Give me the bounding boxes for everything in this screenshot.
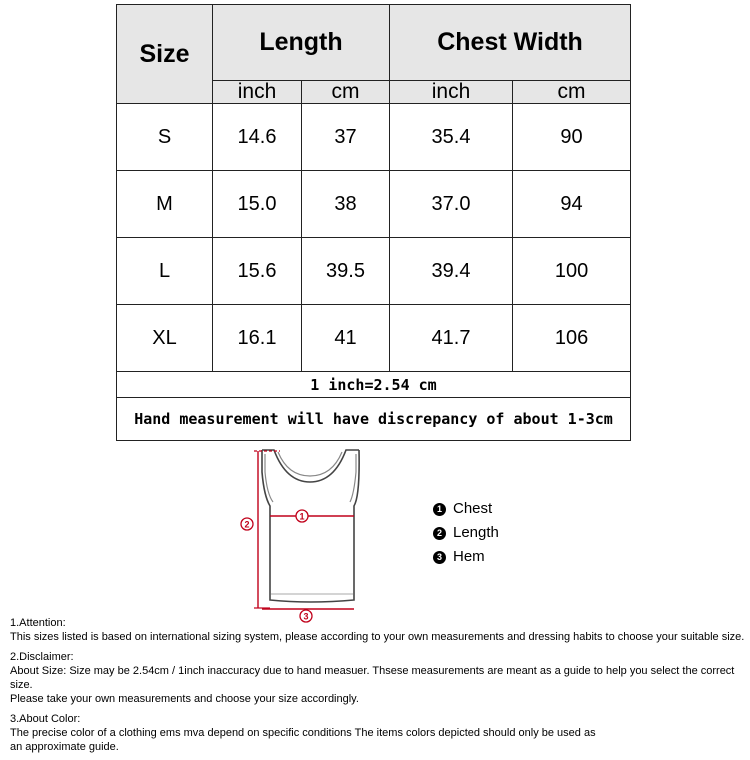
length-cm-cell: 41 bbox=[302, 305, 390, 372]
length-inch-cell: 16.1 bbox=[213, 305, 302, 372]
conversion-note: 1 inch=2.54 cm bbox=[117, 372, 631, 398]
chest-inch-cell: 39.4 bbox=[390, 238, 513, 305]
table-row bbox=[117, 305, 631, 372]
svg-text:1: 1 bbox=[299, 511, 305, 522]
unit-length-inch: inch bbox=[213, 81, 302, 104]
note-line: This sizes listed is based on international sizing system, please according to your own measurements and dressing habits to choose your suitable size. bbox=[10, 631, 745, 643]
size-cell: L bbox=[117, 238, 213, 305]
tank-top-outline bbox=[262, 450, 359, 602]
unit-length-cm: cm bbox=[302, 81, 390, 104]
legend-item-length bbox=[433, 521, 499, 545]
length-cm-cell: 37 bbox=[302, 104, 390, 171]
discrepancy-note: Hand measurement will have discrepancy of about 1-3cm bbox=[117, 398, 631, 441]
note-disclaimer bbox=[10, 650, 748, 706]
svg-text:3: 3 bbox=[303, 611, 309, 622]
length-inch-cell: 15.0 bbox=[213, 171, 302, 238]
number-2-icon: 2 bbox=[433, 527, 446, 540]
note-line: About Size: Size may be 2.54cm / 1inch inaccuracy due to hand measuer. Thsese measurements are meant as a guide to help you select the correct size. bbox=[10, 665, 735, 691]
notes-section bbox=[10, 616, 748, 760]
svg-text:2: 2 bbox=[244, 519, 250, 530]
legend-item-chest bbox=[433, 497, 499, 521]
note-line: an approximate guide. bbox=[10, 741, 119, 753]
header-size: Size bbox=[117, 5, 213, 104]
unit-chest-inch: inch bbox=[390, 81, 513, 104]
note-title: 1.Attention: bbox=[10, 617, 66, 629]
length-inch-cell: 14.6 bbox=[213, 104, 302, 171]
number-1-icon: 1 bbox=[433, 503, 446, 516]
table-row bbox=[117, 238, 631, 305]
length-inch-cell: 15.6 bbox=[213, 238, 302, 305]
chest-cm-cell: 94 bbox=[513, 171, 631, 238]
legend-label: Chest bbox=[453, 500, 493, 517]
measurement-legend bbox=[433, 497, 499, 569]
size-cell: XL bbox=[117, 305, 213, 372]
length-cm-cell: 38 bbox=[302, 171, 390, 238]
legend-label: Length bbox=[453, 524, 499, 541]
header-chest-width: Chest Width bbox=[390, 5, 631, 81]
note-title: 3.About Color: bbox=[10, 713, 81, 725]
chest-cm-cell: 100 bbox=[513, 238, 631, 305]
conversion-row bbox=[117, 372, 631, 398]
chest-inch-cell: 41.7 bbox=[390, 305, 513, 372]
size-chart-table bbox=[116, 4, 631, 441]
chest-inch-cell: 35.4 bbox=[390, 104, 513, 171]
length-cm-cell: 39.5 bbox=[302, 238, 390, 305]
number-3-icon: 3 bbox=[433, 551, 446, 564]
note-line: Please take your own measurements and choose your size accordingly. bbox=[10, 693, 359, 705]
legend-label: Hem bbox=[453, 548, 485, 565]
marker-length bbox=[241, 518, 253, 530]
marker-chest bbox=[296, 510, 308, 522]
table-row bbox=[117, 104, 631, 171]
legend-item-hem bbox=[433, 545, 499, 569]
note-color bbox=[10, 712, 748, 754]
note-title: 2.Disclaimer: bbox=[10, 651, 74, 663]
discrepancy-row bbox=[117, 398, 631, 441]
note-attention bbox=[10, 616, 748, 644]
chest-inch-cell: 37.0 bbox=[390, 171, 513, 238]
size-cell: S bbox=[117, 104, 213, 171]
header-length: Length bbox=[213, 5, 390, 81]
table-header-row bbox=[117, 5, 631, 81]
unit-chest-cm: cm bbox=[513, 81, 631, 104]
note-line: The precise color of a clothing ems mva depend on specific conditions The items colors depicted should only be used as bbox=[10, 727, 596, 739]
chest-cm-cell: 106 bbox=[513, 305, 631, 372]
size-cell: M bbox=[117, 171, 213, 238]
table-row bbox=[117, 171, 631, 238]
tank-top-diagram bbox=[240, 446, 372, 624]
chest-cm-cell: 90 bbox=[513, 104, 631, 171]
